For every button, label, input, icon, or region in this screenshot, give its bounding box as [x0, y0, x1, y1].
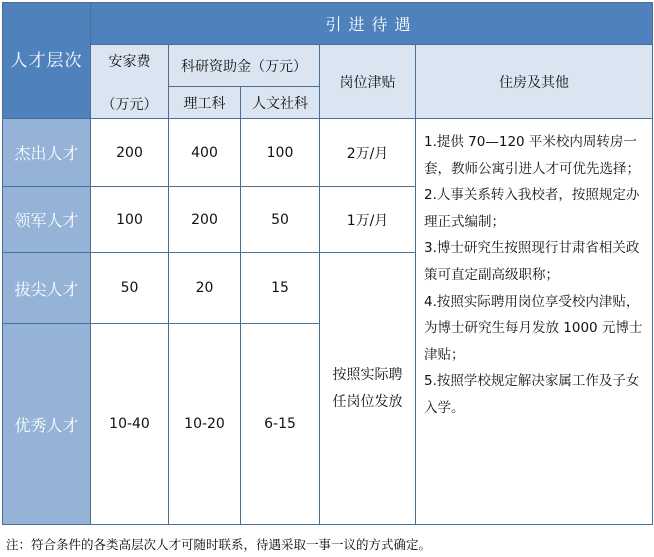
science-fund-value: 10-20 [169, 324, 241, 525]
science-fund-value: 400 [169, 119, 241, 187]
note-item: 5.按照学校规定解决家属工作及子女入学。 [424, 373, 640, 416]
talent-benefits-table [2, 2, 653, 525]
housing-other-header: 住房及其他 [416, 45, 653, 119]
post-allowance-value: 1万/月 [320, 187, 416, 253]
note-item: 3.博士研究生按照现行甘肃省相关政策可直定副高级职称； [424, 240, 640, 283]
science-fund-value: 200 [169, 187, 241, 253]
post-allowance-header: 岗位津贴 [320, 45, 416, 119]
research-fund-header: 科研资助金（万元） [169, 45, 320, 87]
note-item: 1.提供 70—120 平米校内周转房一套，教师公寓引进人才可优先选择； [424, 134, 640, 177]
settling-fee-value: 200 [91, 119, 169, 187]
housing-notes [416, 119, 653, 525]
benefits-title: 引进待遇 [91, 3, 653, 45]
note-item: 4.按照实际聘用岗位享受校内津贴，为博士研究生每月发放 1000 元博士津贴； [424, 293, 643, 363]
settling-fee-value: 50 [91, 253, 169, 324]
humanities-header: 人文社科 [241, 87, 320, 119]
settling-fee-value: 10-40 [91, 324, 169, 525]
row-level-leading: 领军人才 [3, 187, 91, 253]
settling-fee-value: 100 [91, 187, 169, 253]
science-fund-value: 20 [169, 253, 241, 324]
row-level-excellent: 优秀人才 [3, 324, 91, 525]
settling-fee-header: 安家费 （万元） [91, 45, 169, 119]
row-level-outstanding: 杰出人才 [3, 119, 91, 187]
post-allowance-merged: 按照实际聘任岗位发放 [320, 253, 416, 525]
row-level-top: 拔尖人才 [3, 253, 91, 324]
footnote: 注：符合条件的各类高层次人才可随时联系，待遇采取一事一议的方式确定。 [6, 537, 432, 552]
post-allowance-value: 2万/月 [320, 119, 416, 187]
humanities-fund-value: 6-15 [241, 324, 320, 525]
humanities-fund-value: 15 [241, 253, 320, 324]
humanities-fund-value: 100 [241, 119, 320, 187]
note-item: 2.人事关系转入我校者，按照规定办理正式编制； [424, 187, 640, 230]
humanities-fund-value: 50 [241, 187, 320, 253]
science-eng-header: 理工科 [169, 87, 241, 119]
talent-level-header: 人才层次 [3, 3, 91, 119]
